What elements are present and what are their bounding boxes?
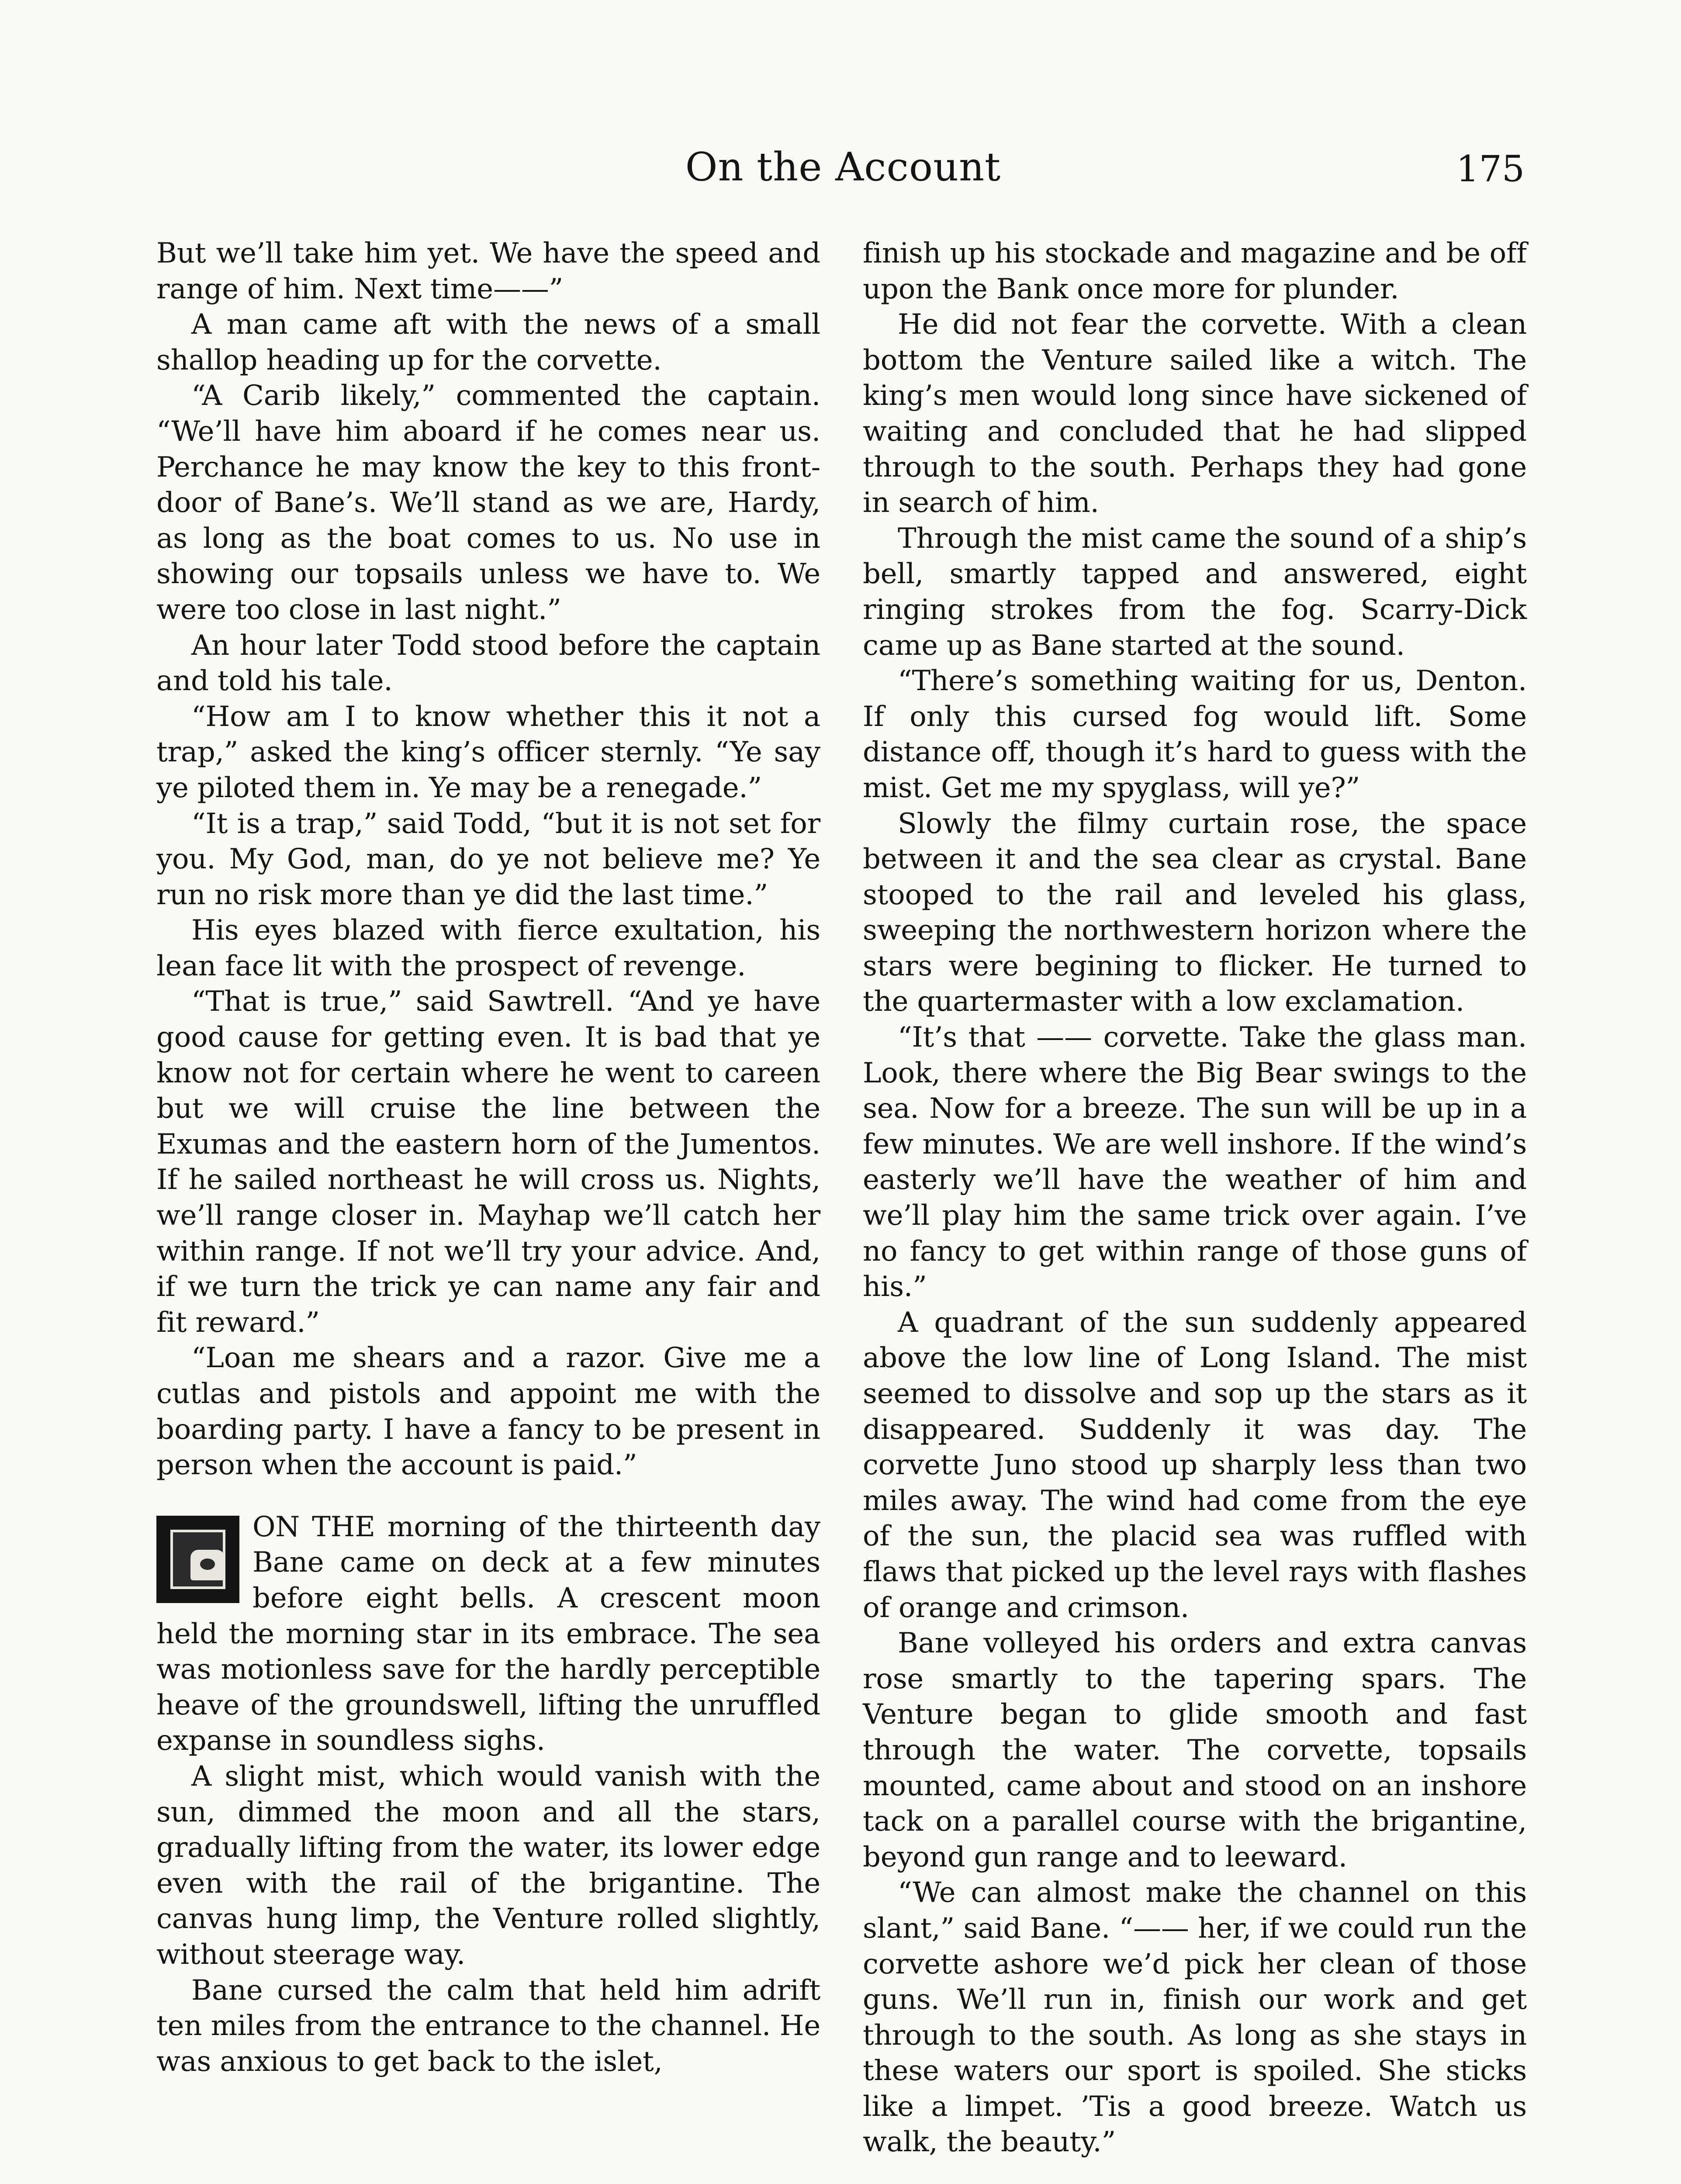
paragraph: But we’ll take him yet. We have the speed and range of him. Next time——”	[156, 237, 820, 305]
right-text-column	[863, 236, 1527, 2160]
section-opening	[156, 1510, 820, 1759]
paragraph: “There’s something waiting for us, Denton. If only this cursed fog would lift. Some distance off, though it’s hard to guess with the mist. Get me my spyglass, will ye?”	[863, 665, 1527, 804]
paragraph: A slight mist, which would vanish with the sun, dimmed the moon and all the stars, gradually lifting from the water, its lower edge even with the rail of the brigantine. The canvas hung limp, the Venture rolled slightly, without steerage way.	[156, 1760, 820, 1971]
paragraph: Bane volleyed his orders and extra canvas rose smartly to the tapering spars. The Venture began to glide smooth and fast through the water. The corvette, topsails mounted, came about and stood on an inshore tack on a parallel course with the brigantine, beyond gun range and to leeward.	[863, 1627, 1527, 1873]
paragraph: “How am I to know whether this it not a trap,” asked the king’s officer sternly. “Ye say ye piloted them in. Ye may be a renegade.”	[156, 700, 820, 804]
paragraph: Bane cursed the calm that held him adrift ten miles from the entrance to the channel. He was anxious to get back to the islet,	[156, 1974, 820, 2078]
paragraph: His eyes blazed with fierce exultation, his lean face lit with the prospect of revenge.	[156, 914, 820, 982]
paragraph: A man came aft with the news of a small shallop heading up for the corvette.	[156, 308, 820, 377]
paragraph: “Loan me shears and a razor. Give me a cutlas and pistols and appoint me with the boarding party. I have a fancy to be present in person when the account is paid.”	[156, 1342, 820, 1482]
paragraph: “We can almost make the channel on this slant,” said Bane. “—— her, if we could run the corvette ashore we’d pick her clean of those guns. We’ll run in, finish our work and get through to the south. As long as she stays in these waters our sport is spoiled. She sticks like a limpet. ’Tis a good breeze. Watch us walk, the beauty.”	[863, 1876, 1527, 2159]
paragraph: Slowly the filmy curtain rose, the space between it and the sea clear as crystal. Bane stooped to the rail and leveled his glass, sweeping the northwestern horizon where the stars were begining to flicker. He turned to the quartermaster with a low exclamation.	[863, 807, 1527, 1018]
paragraph: “A Carib likely,” commented the captain. “We’ll have him aboard if he comes near us. Perchance he may know the key to this front-door of Bane’s. We’ll stand as we are, Hardy, as long as the boat comes to us. No use in showing our topsails unless we have to. We were too close in last night.”	[156, 380, 820, 626]
paragraph: A quadrant of the sun suddenly appeared above the low line of Long Island. The mist seemed to dissolve and sop up the stars as it disappeared. Suddenly it was day. The corvette Juno stood up sharply less than two miles away. The wind had come from the eye of the sun, the placid sea was ruffled with flaws that picked up the level rays with flashes of orange and crimson.	[863, 1306, 1527, 1624]
running-title: On the Account	[685, 144, 1001, 190]
paragraph: An hour later Todd stood before the captain and told his tale.	[156, 629, 820, 698]
section-opening-paragraph: ON THE morning of the thirteenth day Bane came on deck at a few minutes before eight bells. A crescent moon held the morning star in its embrace. The sea was motionless save for the hardly perceptible heave of the groundswell, lifting the unruffled expanse in soundless sighs.	[156, 1510, 820, 1757]
paragraph: “It is a trap,” said Todd, “but it is not set for you. My God, man, do ye not believe me? Ye run no risk more than ye did the last time.”	[156, 807, 820, 911]
paragraph: He did not fear the corvette. With a clean bottom the Venture sailed like a witch. The king’s men would long since have sickened of waiting and concluded that he had slipped through to the south. Perhaps they had gone in search of him.	[863, 308, 1527, 519]
paragraph: finish up his stockade and magazine and be off upon the Bank once more for plunder.	[863, 237, 1527, 305]
paragraph: “It’s that —— corvette. Take the glass man. Look, there where the Big Bear swings to the sea. Now for a breeze. The sun will be up in a few minutes. We are well inshore. If the wind’s easterly we’ll have the weather of him and we’ll play him the same trick over again. I’ve no fancy to get within range of those guns of his.”	[863, 1021, 1527, 1303]
section-break	[156, 1483, 820, 1510]
paragraph: “That is true,” said Sawtrell. “And ye have good cause for getting even. It is bad that ye know not for certain where he went to careen but we will cruise the line between the Exumas and the eastern horn of the Jumentos. If he sailed northeast he will cross us. Nights, we’ll range closer in. Mayhap we’ll catch her within range. If not we’ll try your advice. And, if we turn the trick ye can name any fair and fit reward.”	[156, 985, 820, 1339]
page-number: 175	[1456, 149, 1525, 190]
left-text-column	[156, 236, 820, 2080]
ship-ornament-icon	[156, 1516, 239, 1603]
paragraph: Through the mist came the sound of a ship’s bell, smartly tapped and answered, eight ringing strokes from the fog. Scarry-Dick came up as Bane started at the sound.	[863, 522, 1527, 662]
